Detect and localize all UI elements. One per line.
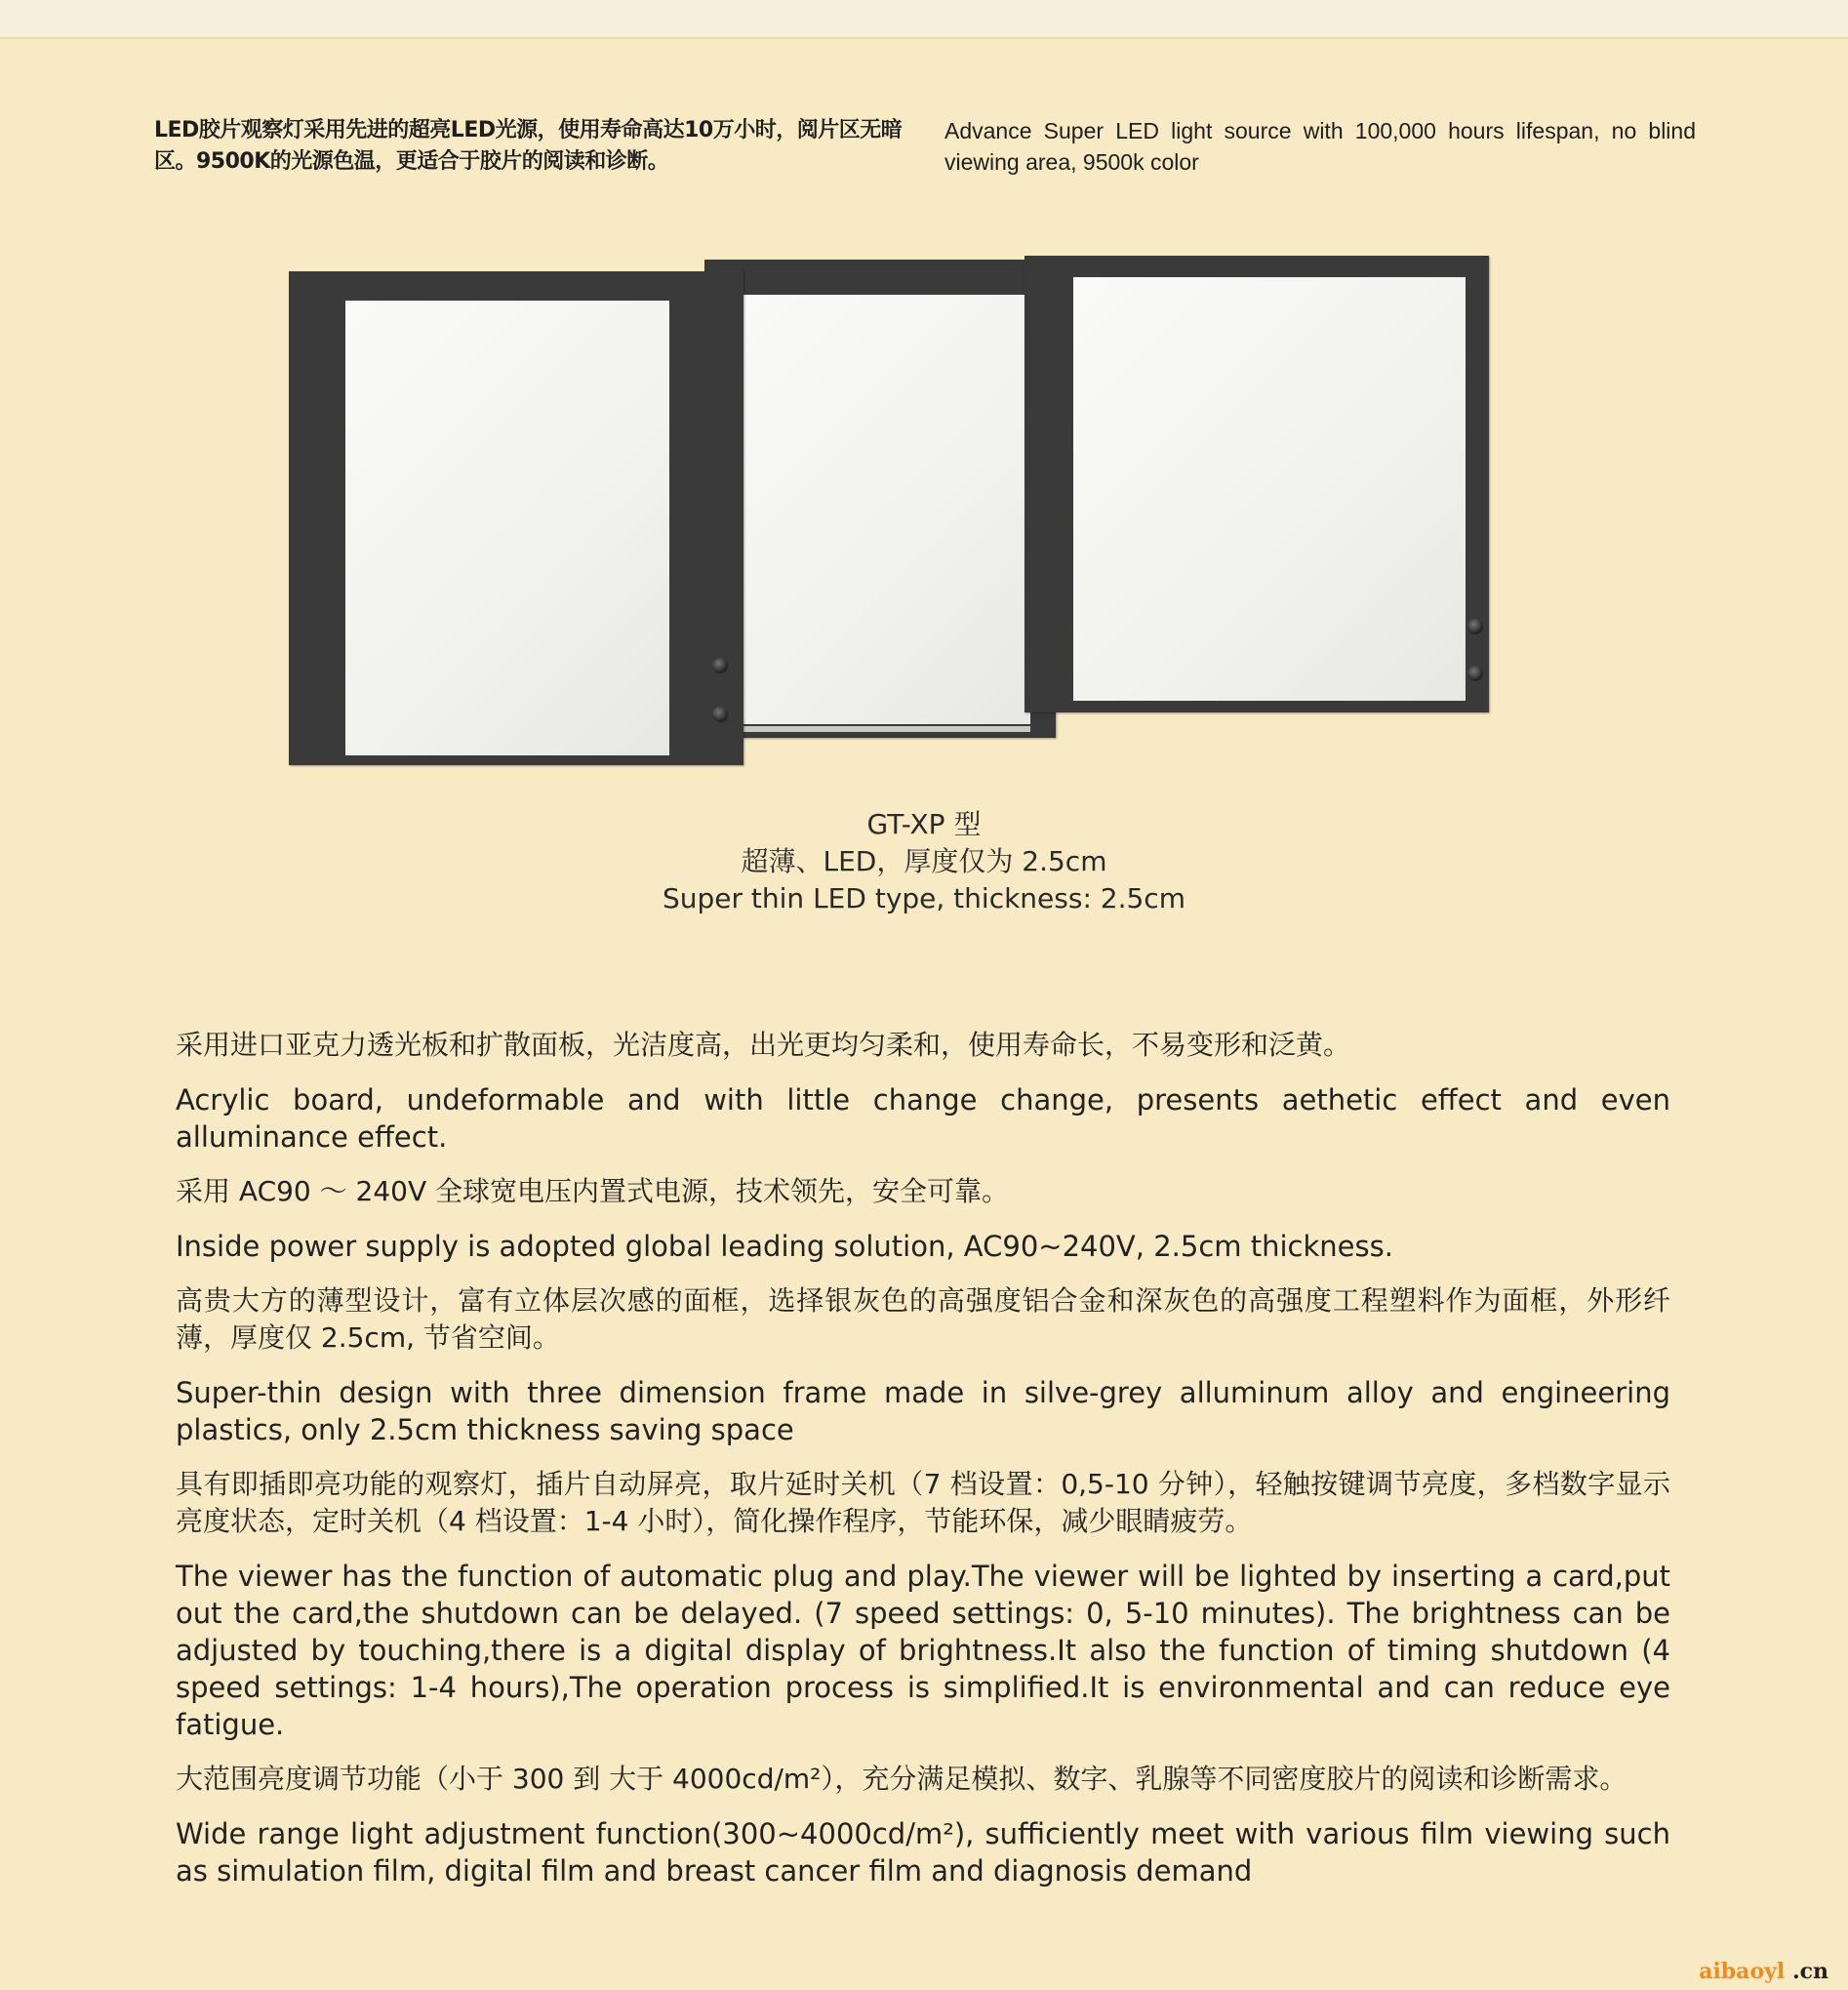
power-knob bbox=[712, 658, 728, 673]
subtitle-chinese: 超薄、LED，厚度仅为 2.5cm bbox=[741, 845, 1107, 877]
brightness-knob bbox=[1467, 666, 1483, 681]
feature-paragraph: 采用 AC90 ～ 240V 全球宽电压内置式电源，技术领先，安全可靠。 bbox=[176, 1175, 1010, 1207]
feature-paragraph: 高贵大方的薄型设计，富有立体层次感的面框，选择银灰色的高强度铝合金和深灰色的高强度工程塑料作为面框，外形纤薄，厚度仅 2.5cm, 节省空间。 bbox=[176, 1284, 1670, 1354]
panel-strip bbox=[738, 726, 1030, 732]
model-name: GT-XP 型 bbox=[866, 808, 982, 840]
light-panel-middle bbox=[704, 260, 1056, 738]
feature-paragraph: Super-thin design with three dimension frame made in silve-grey alluminum alloy and engineering plastics, only 2.5cm thickness saving space bbox=[176, 1376, 1670, 1446]
feature-paragraph: 具有即插即亮功能的观察灯，插片自动屏亮，取片延时关机（7 档设置：0,5-10 分钟），轻触按键调节亮度，多档数字显示亮度状态，定时关机（4 档设置：1-4 小时），简化操作程序，节能环保，减少眼睛疲劳。 bbox=[176, 1468, 1670, 1537]
feature-paragraph: 采用进口亚克力透光板和扩散面板，光洁度高，出光更均匀柔和，使用寿命长，不易变形和泛黄。 bbox=[176, 1029, 1351, 1061]
top-band bbox=[0, 0, 1848, 39]
feature-paragraph: The viewer has the function of automatic plug and play.The viewer will be lighted by inserting a card,put out the card,the shutdown can be delayed. (7 speed settings: 0, 5-10 minutes). The brightness can be adjusted by touching,there is a digital display of brightness.It also the function of timing shutdown (4 speed settings: 1-4 hours),The operation process is simplified.It is environmental and can reduce eye fatigue. bbox=[176, 1560, 1670, 1741]
feature-paragraph: Acrylic board, undeformable and with little change change, presents aethetic effect and even alluminance effect. bbox=[176, 1083, 1670, 1154]
panel-screen bbox=[738, 295, 1030, 724]
feature-paragraph: Wide range light adjustment function(300~4000cd/m²), sufficiently meet with various film viewing such as simulation film, digital film and breast cancer film and diagnosis demand bbox=[176, 1817, 1670, 1888]
panel-screen bbox=[1073, 277, 1466, 701]
product-photo bbox=[289, 256, 1499, 765]
feature-paragraph: Inside power supply is adopted global leading solution, AC90~240V, 2.5cm thickness. bbox=[176, 1230, 1393, 1263]
brightness-knob bbox=[712, 707, 728, 722]
light-panel-left bbox=[289, 271, 743, 765]
product-caption bbox=[390, 806, 1458, 917]
light-panel-right bbox=[1024, 256, 1489, 712]
feature-paragraph: 大范围亮度调节功能（小于 300 到 大于 4000cd/m²），充分满足模拟、数字、乳腺等不同密度胶片的阅读和诊断需求。 bbox=[176, 1763, 1627, 1795]
subtitle-english: Super thin LED type, thickness: 2.5cm bbox=[663, 882, 1185, 914]
intro-chinese: LED胶片观察灯采用先进的超亮LED光源，使用寿命高达10万小时，阅片区无暗区。9500K的光源色温，更适合于胶片的阅读和诊断。 bbox=[154, 118, 903, 174]
watermark-name: aibaoyl bbox=[1699, 1959, 1786, 1984]
feature-list bbox=[176, 1027, 1670, 1907]
power-knob bbox=[1467, 619, 1483, 634]
panel-screen bbox=[345, 301, 669, 755]
intro-english: Advance Super LED light source with 100,000 hours lifespan, no blind viewing area, 9500k color bbox=[944, 118, 1696, 175]
site-watermark bbox=[1699, 1959, 1828, 1984]
watermark-tld: .cn bbox=[1791, 1959, 1828, 1984]
